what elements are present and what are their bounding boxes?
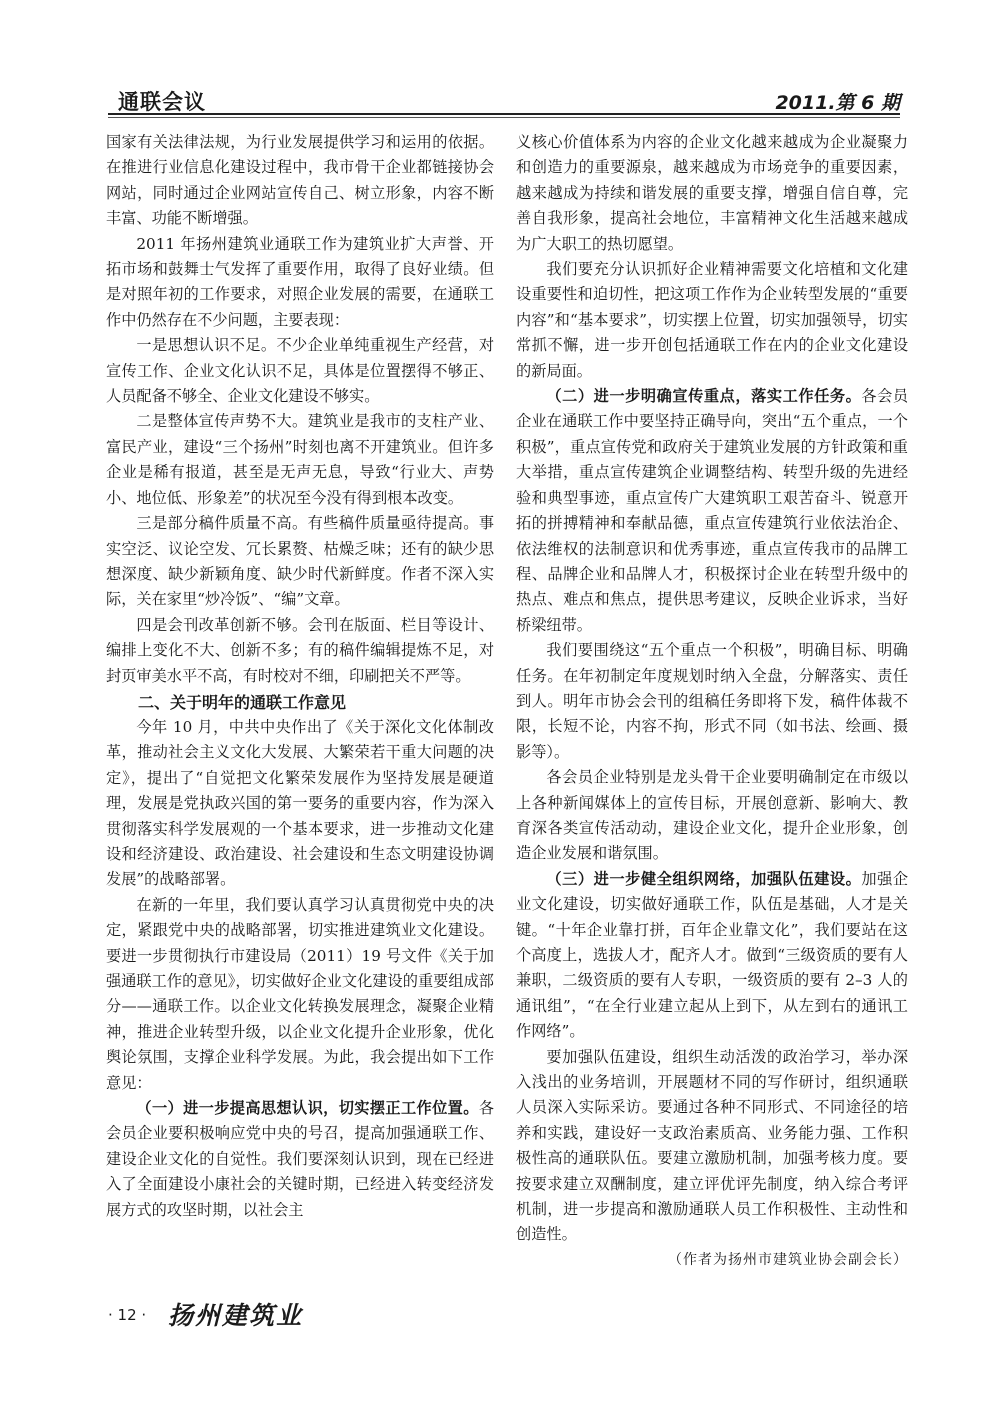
paragraph: 国家有关法律法规，为行业发展提供学习和运用的依据。在推进行业信息化建设过程中，我市骨干企业都链接协会网站，同时通过企业网站宣传自己、树立形象，内容不断丰富、功能不断增强。 — [106, 133, 494, 228]
paragraph: 三是部分稿件质量不高。有些稿件质量亟待提高。事实空泛、议论空发、冗长累赘、枯燥乏味；还有的缺少思想深度、缺少新颖角度、缺少时代新鲜度。作者不深入实际，关在家里“炒冷饭”、“编”文章。 — [106, 514, 494, 609]
paragraph-text: 各会员企业在通联工作中要坚持正确导向，突出“五个重点，一个积极”，重点宣传党和政府关于建筑业发展的方针政策和重大举措，重点宣传建筑企业调整结构、转型升级的先进经验和典型事迹，重点宣传广大建筑职工艰苦奋斗、锐意开拓的拼搏精神和奉献品德，重点宣传建筑行业依法治企、依法维权的法制意识和优秀事迹，重点宣传我市的品牌工程、品牌企业和品牌人才，积极探讨企业在转型升级中的热点、难点和焦点，提供思考建议，反映企业诉求，当好桥梁纽带。 — [516, 387, 909, 634]
paragraph — [516, 867, 908, 1045]
paragraph — [516, 384, 908, 638]
paragraph-lead: （二）进一步明确宣传重点，落实工作任务。 — [546, 387, 862, 406]
header-rule-thin — [108, 117, 900, 118]
section-title: 通联会议 — [118, 90, 206, 114]
paragraph: 各会员企业特别是龙头骨干企业要明确制定在市级以上各种新闻媒体上的宣传目标，开展创意新、影响大、教育深各类宣传活动动，建设企业文化，提升企业形象，创造企业发展和谐氛围。 — [516, 768, 908, 863]
page-number: · 12 · — [108, 1306, 147, 1324]
paragraph: 四是会刊改革创新不够。会刊在版面、栏目等设计、编排上变化不大、创新不多；有的稿件编辑提炼不足，对封页审美水平不高，有时校对不细，印刷把关不严等。 — [106, 615, 494, 685]
header-rule — [108, 113, 900, 115]
paragraph: 在新的一年里，我们要认真学习认真贯彻党中央的决定，紧跟党中央的战略部署，切实推进建筑业文化建设。要进一步贯彻执行市建设局（2011）19 号文件《关于加强通联工作的意见》，切实做好企业文化建设的重要组成部分——通联工作。以企业文化转换发展理念，凝聚企业精神，推进企业转型升级，以企业文化提升企业形象，优化舆论氛围，支撑企业科学发展。为此，我会提出如下工作意见： — [106, 895, 494, 1092]
author-note: （作者为扬州市建筑业协会副会长） — [668, 1251, 908, 1268]
paragraph: 今年 10 月，中共中央作出了《关于深化文化体制改革，推动社会主义文化大发展、大繁荣若干重大问题的决定》，提出了“自觉把文化繁荣发展作为坚持发展是硬道理，发展是党执政兴国的第一要务的重要内容，作为深入贯彻落实科学发展观的一个基本要求，进一步推动文化建设和经济建设、政治建设、社会建设和生态文明建设协调发展”的战略部署。 — [106, 717, 494, 889]
paragraph-text: 各会员企业要积极响应党中央的号召，提高加强通联工作、建设企业文化的自觉性。我们要深刻认识到，现在已经进入了全面建设小康社会的关键时期，已经进入转变经济发展方式的攻坚时期，以社会主 — [106, 1099, 494, 1219]
paragraph-text: 加强企业文化建设，切实做好通联工作，队伍是基础，人才是关键。“十年企业靠打拼，百年企业靠文化”，我们要站在这个高度上，选拔人才，配齐人才。做到“三级资质的要有人兼职，二级资质的要有人专职，一级资质的要有 2–3 人的通讯组”，“在全行业建立起从上到下，从左到右的通讯工作网络”。 — [516, 869, 909, 1041]
paragraph: 二是整体宣传声势不大。建筑业是我市的支柱产业、富民产业，建设“三个扬州”时刻也离不开建筑业。但许多企业是稀有报道，甚至是无声无息，导致“行业大、声势小、地位低、形象差”的状况至今没有得到根本改变。 — [106, 412, 494, 507]
paragraph: 一是思想认识不足。不少企业单纯重视生产经营，对宣传工作、企业文化认识不足，具体是位置摆得不够正、人员配备不够全、企业文化建设不够实。 — [106, 336, 494, 406]
paragraph: 我们要充分认识抓好企业精神需要文化培植和文化建设重要性和迫切性，把这项工作作为企业转型发展的“重要内容”和“基本要求”，切实摆上位置，切实加强领导，切实常抓不懈，进一步开创包括通联工作在内的企业文化建设的新局面。 — [516, 260, 908, 380]
paragraph: 我们要围绕这“五个重点一个积极”，明确目标、明确任务。在年初制定年度规划时纳入全盘，分解落实、责任到人。明年市协会会刊的组稿任务即将下发，稿件体裁不限，长短不论，内容不拘，形式不同（如书法、绘画、摄影等）。 — [516, 641, 908, 761]
page-footer — [108, 1296, 408, 1330]
paragraph: 2011 年扬州建筑业通联工作为建筑业扩大声誉、开拓市场和鼓舞士气发挥了重要作用，取得了良好业绩。但是对照年初的工作要求，对照企业发展的需要，在通联工作中仍然存在不少问题，主要表现： — [106, 234, 494, 329]
paragraph: 要加强队伍建设，组织生动活泼的政治学习，举办深入浅出的业务培训，开展题材不同的写作研讨，组织通联人员深入实际采访。要通过各种不同形式、不同途径的培养和实践，建设好一支政治素质高、业务能力强、工作积极性高的通联队伍。要建立激励机制，加强考核力度。要按要求建立双酬制度，建立评优评先制度，纳入综合考评机制，进一步提高和激励通联人员工作积极性、主动性和创造性。 — [516, 1047, 908, 1244]
paragraph-lead: （一）进一步提高思想认识，切实摆正工作位置。 — [136, 1099, 479, 1118]
paragraph-lead: （三）进一步健全组织网络，加强队伍建设。 — [546, 869, 862, 888]
right-column — [516, 130, 908, 1273]
magazine-logo: 扬州建筑业 — [168, 1301, 304, 1330]
section-heading: 二、关于明年的通联工作意见 — [138, 692, 347, 712]
paragraph — [106, 1096, 494, 1223]
page-header — [108, 86, 900, 112]
paragraph: 义核心价值体系为内容的企业文化越来越成为企业凝聚力和创造力的重要源泉，越来越成为市场竞争的重要因素，越来越成为持续和谐发展的重要支撑，增强自信自尊，完善自我形象，提高社会地位，丰富精神文化生活越来越成为广大职工的热切愿望。 — [516, 133, 908, 253]
issue-label: 2011.第 6 期 — [775, 92, 900, 114]
left-column — [106, 130, 494, 1223]
